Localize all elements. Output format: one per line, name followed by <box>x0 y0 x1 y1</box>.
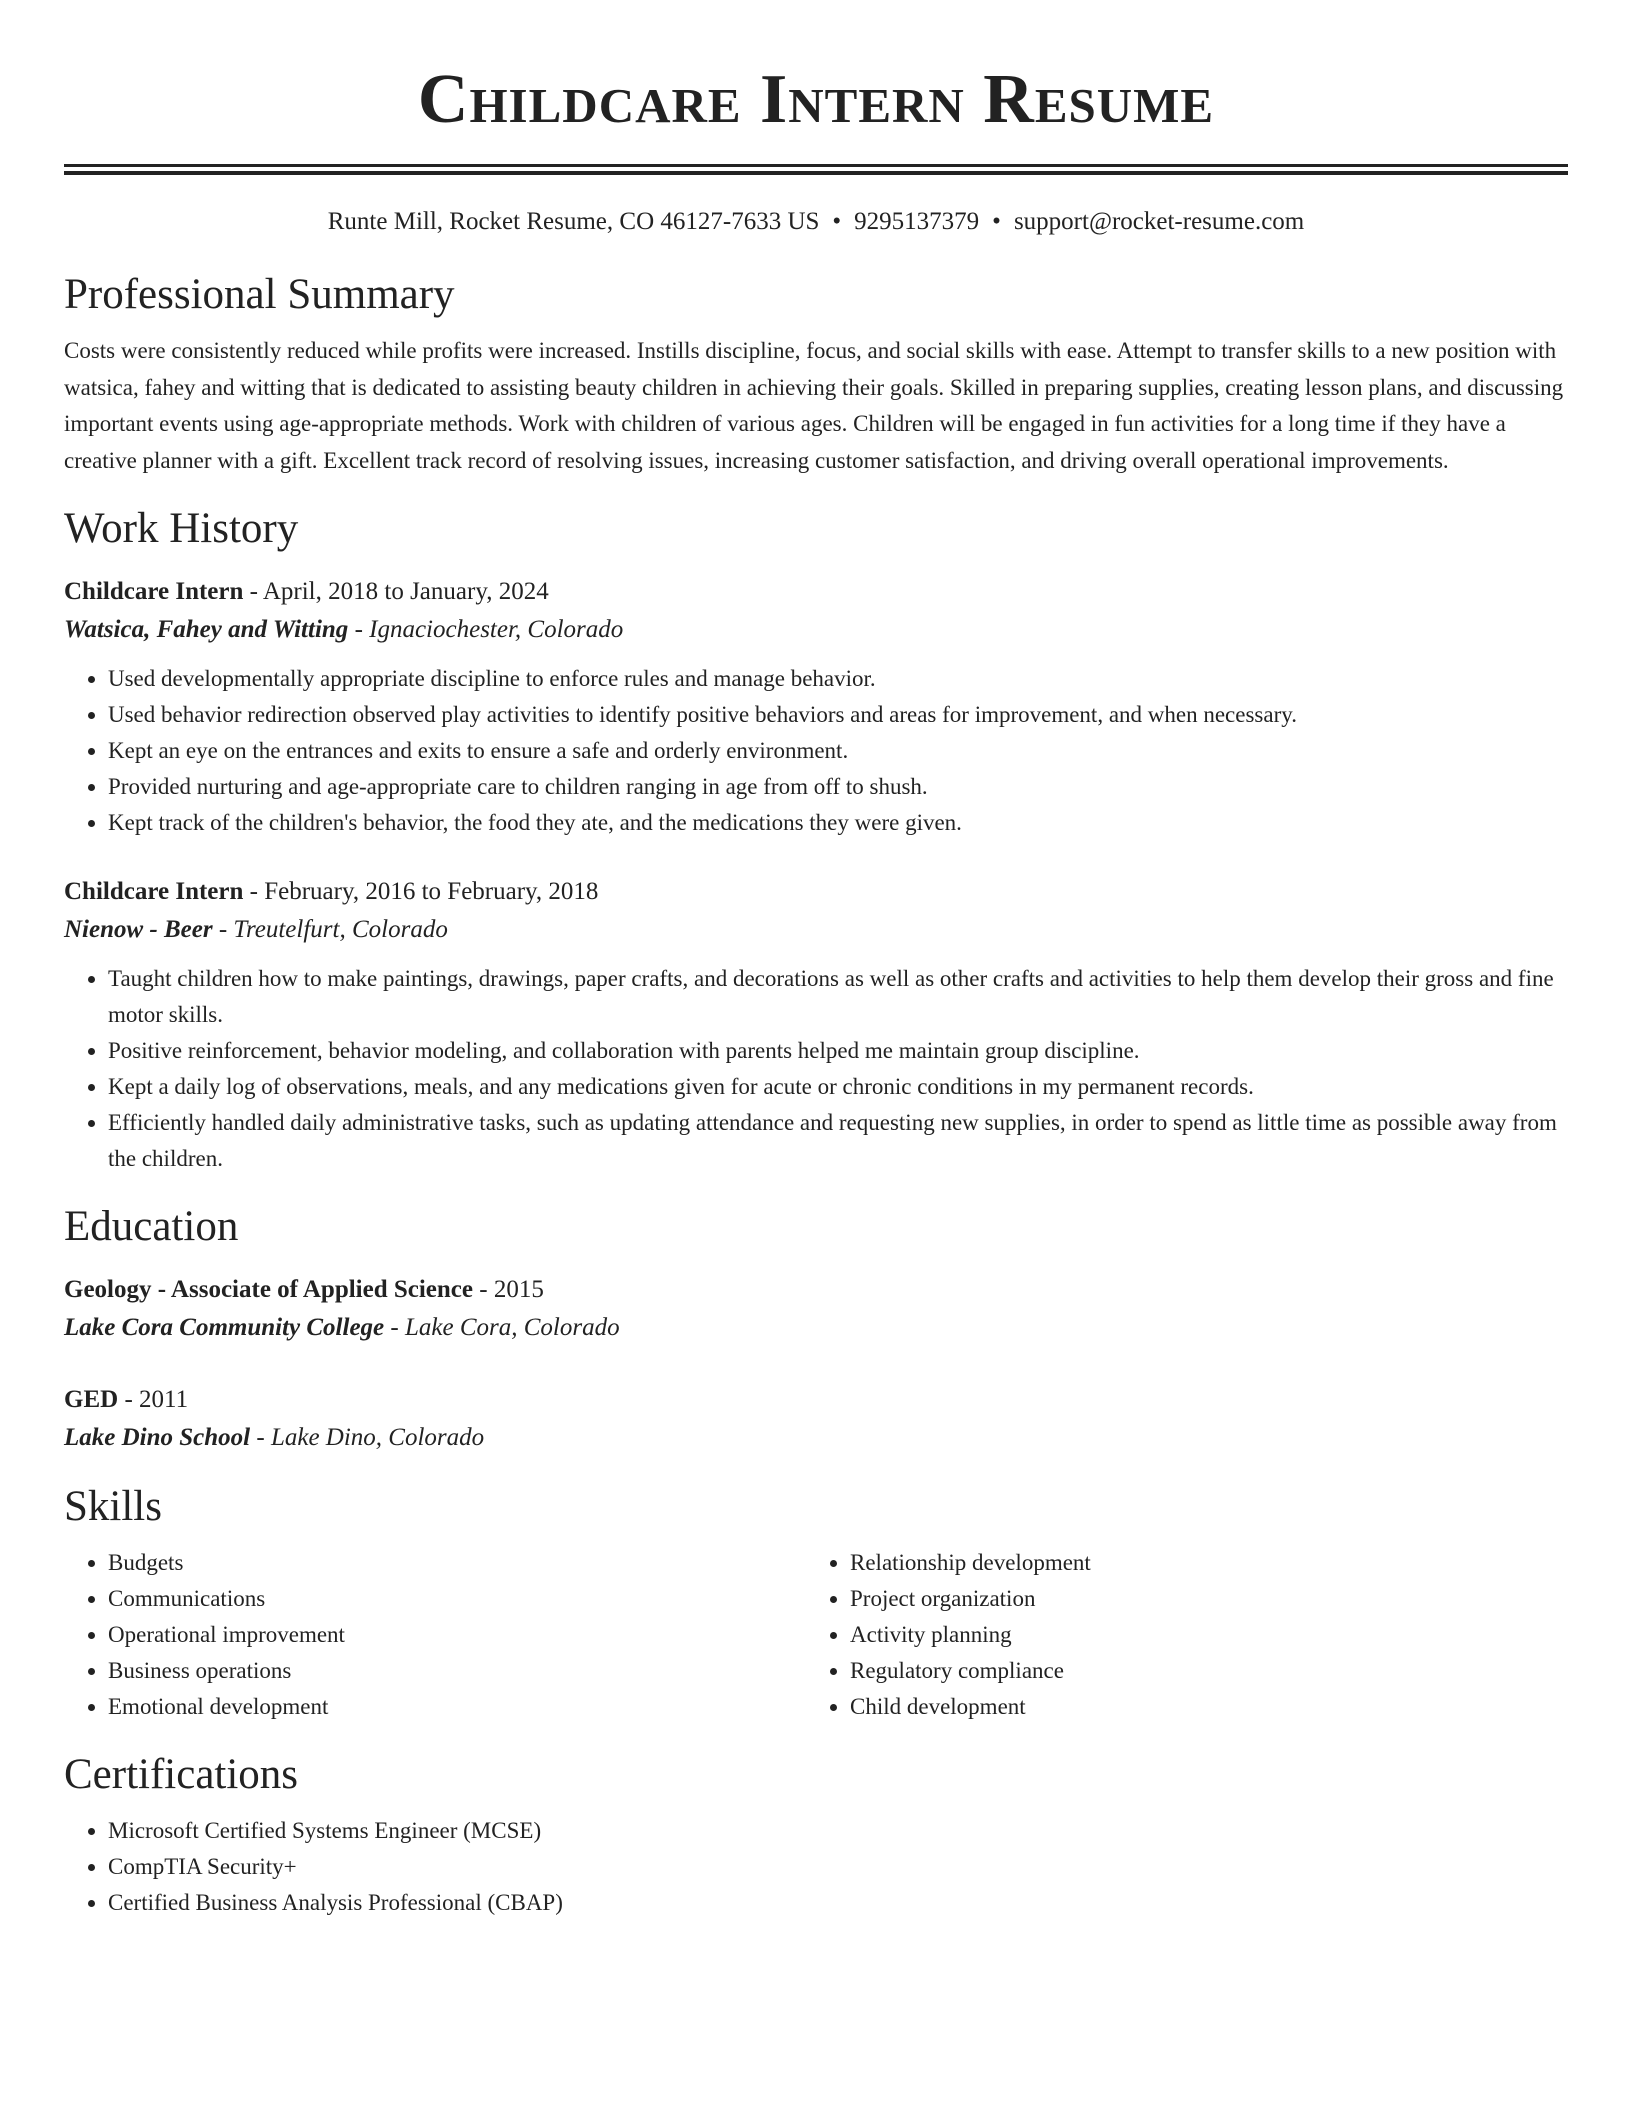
job-bullet: • Positive reinforcement, behavior modeling, and collaboration with parents helped me maintain group discipline. <box>108 1033 1568 1069</box>
contact-line <box>64 205 1568 239</box>
job-company-line <box>64 911 1568 949</box>
job-bullets <box>64 961 1568 1177</box>
contact-separator: • <box>832 208 842 235</box>
education-degree: GED <box>64 1386 119 1413</box>
education-location: - Lake Cora, Colorado <box>384 1314 620 1341</box>
job-dates: - April, 2018 to January, 2024 <box>243 578 549 605</box>
job-title: Childcare Intern <box>64 578 244 605</box>
skill-item: • Budgets <box>108 1545 806 1581</box>
education-school: Lake Cora Community College <box>64 1314 385 1341</box>
skills-column-right <box>806 1545 1548 1725</box>
job-bullet: • Kept track of the children's behavior, the food they ate, and the medications they were given. <box>108 805 1568 841</box>
section-heading-work-history: Work History <box>64 505 299 552</box>
job-title: Childcare Intern <box>64 878 244 905</box>
resume-title: Childcare Intern Resume <box>417 61 1215 138</box>
certification-item: • Certified Business Analysis Professional (CBAP) <box>108 1885 1568 1921</box>
job-dates: - February, 2016 to February, 2018 <box>243 878 599 905</box>
education-degree-line <box>64 1271 1568 1309</box>
skills-grid <box>64 1545 1568 1725</box>
skills-column-left <box>64 1545 806 1725</box>
education-location: - Lake Dino, Colorado <box>250 1424 485 1451</box>
skill-item: • Communications <box>108 1581 806 1617</box>
skill-item: • Emotional development <box>108 1689 806 1725</box>
certification-item: • CompTIA Security+ <box>108 1849 1568 1885</box>
job-entry <box>64 873 1568 1177</box>
education-school-line <box>64 1419 1568 1457</box>
contact-separator: • <box>992 208 1001 235</box>
education-entry <box>64 1381 1568 1457</box>
job-location: - Ignaciochester, Colorado <box>348 616 624 643</box>
skill-item: • Project organization <box>850 1581 1548 1617</box>
education-school-line <box>64 1309 1568 1347</box>
contact-phone: 9295137379 <box>854 208 980 235</box>
job-company: Nienow - Beer <box>64 916 213 943</box>
skill-item: • Child development <box>850 1689 1548 1725</box>
skill-item: • Operational improvement <box>108 1617 806 1653</box>
job-company: Watsica, Fahey and Witting <box>64 616 349 643</box>
contact-address: Runte Mill, Rocket Resume, CO 46127-7633 US <box>327 208 820 235</box>
skill-item: • Relationship development <box>850 1545 1548 1581</box>
education-school: Lake Dino School <box>64 1424 251 1451</box>
education-year: - 2015 <box>473 1276 544 1303</box>
job-entry <box>64 573 1568 841</box>
job-bullet: • Provided nurturing and age-appropriate care to children ranging in age from off to shush. <box>108 769 1568 805</box>
job-location: - Treutelfurt, Colorado <box>212 916 448 943</box>
job-company-line <box>64 611 1568 649</box>
skill-item: • Activity planning <box>850 1617 1548 1653</box>
education-degree: Geology - Associate of Applied Science <box>64 1276 473 1303</box>
job-title-line <box>64 873 1568 911</box>
section-heading-education: Education <box>64 1203 239 1250</box>
title-double-rule <box>64 164 1568 175</box>
education-year: - 2011 <box>118 1386 189 1413</box>
job-bullet: • Efficiently handled daily administrative tasks, such as updating attendance and requesting new supplies, in order to spend as little time as possible away from the children. <box>108 1105 1568 1177</box>
section-heading-summary: Professional Summary <box>64 271 455 318</box>
job-bullets <box>64 661 1568 841</box>
certifications-list <box>64 1813 1568 1921</box>
summary-text: Costs were consistently reduced while profits were increased. Instills discipline, focus, and social skills with ease. Attempt to transfer skills to a new position with watsica, fahey and witting that is dedicated to assisting beauty children in achieving their goals. Skilled in preparing supplies, creating lesson plans, and discussing important events using age-appropriate methods. Work with children of various ages. Children will be engaged in fun activities for a long time if they have a creative planner with a gift. Excellent track record of resolving issues, increasing customer satisfaction, and driving overall operational improvements. <box>64 338 1564 473</box>
job-bullet: • Used behavior redirection observed play activities to identify positive behaviors and areas for improvement, and when necessary. <box>108 697 1568 733</box>
section-heading-certifications: Certifications <box>64 1751 299 1798</box>
education-entry <box>64 1271 1568 1347</box>
job-bullet: • Taught children how to make paintings, drawings, paper crafts, and decorations as well as other crafts and activities to help them develop their gross and fine motor skills. <box>108 961 1568 1033</box>
skill-item: • Regulatory compliance <box>850 1653 1548 1689</box>
job-title-line <box>64 573 1568 611</box>
job-bullet: • Kept a daily log of observations, meals, and any medications given for acute or chronic conditions in my permanent records. <box>108 1069 1568 1105</box>
section-heading-skills: Skills <box>64 1483 162 1530</box>
job-bullet: • Used developmentally appropriate discipline to enforce rules and manage behavior. <box>108 661 1568 697</box>
job-bullet: • Kept an eye on the entrances and exits to ensure a safe and orderly environment. <box>108 733 1568 769</box>
skill-item: • Business operations <box>108 1653 806 1689</box>
contact-email: support@rocket-resume.com <box>1013 208 1305 235</box>
education-degree-line <box>64 1381 1568 1419</box>
certification-item: • Microsoft Certified Systems Engineer (MCSE) <box>108 1813 1568 1849</box>
